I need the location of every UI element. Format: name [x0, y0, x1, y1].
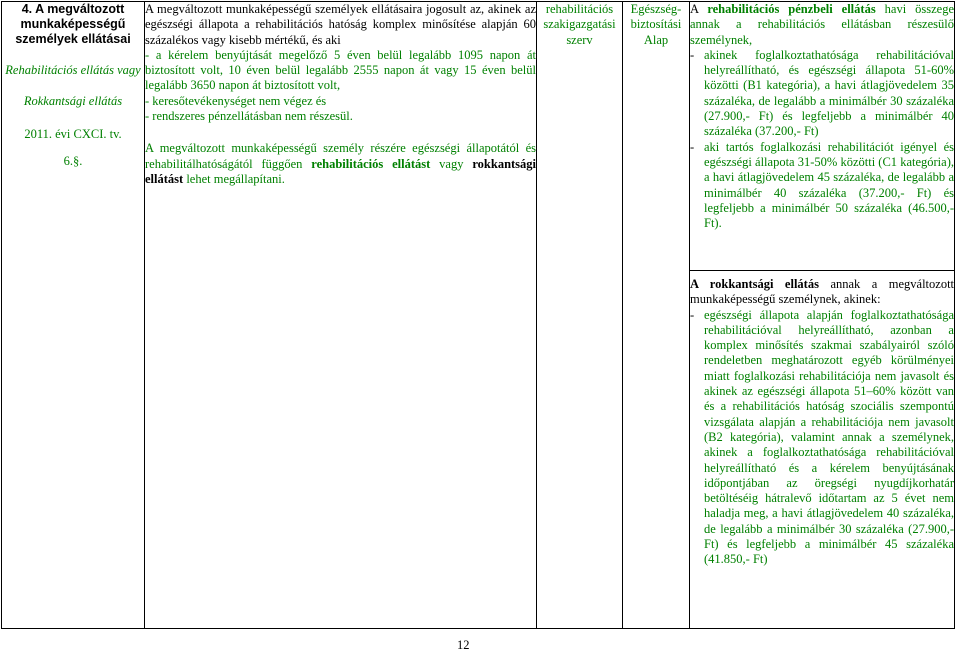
eligibility-cell — [145, 2, 537, 629]
page-number: 12 — [457, 638, 470, 652]
law-reference: 2011. évi CXCI. tv. — [24, 126, 122, 141]
eligibility-intro: A megváltozott munkaképességű személyek ellátásaira jogosult az, akinek az egészségi állapota a rehabilitációs hatóság komplex minősítése alapján 60 százalékos vagy kisebb mértékű, és aki — [145, 2, 536, 47]
disability-b2-amount: egészségi állapota alapján foglalkoztathatósága rehabilitációval helyreállítható, azonban a komplex minősítés szakmai szabályairól szóló rendeletben meghatározott egyéb körülményei miatt foglalkozási rehabilitációja nem javasolt és akinek az egészségi állapota 51–60% között van és a rehabilitációs hatóság szociális szempontú vizsgálata alapján a rehabilitációja nem javasolt (B2 kategória), valamint annak a személynek, akinek a foglalkoztathatósága rehabilitációval helyreállítható és a kérelem benyújtásának időpontjában az öregségi nyugdíjkorhatár betöltéséig hátralevő időtartam az 5 évet nem haladja meg, a havi átlagjövedelem 40 százaléka, de legalább a minimálbér 30 százaléka (27.900,- Ft) és legfeljebb a minimálbér 45 százaléka (41.850,- Ft) — [704, 307, 954, 567]
list-item: - akinek foglalkoztathatósága rehabilitációval helyreállítható, és egészségi állapota 51-60% közötti (B1 kategória), a havi átlagjövedelem 35 százaléka, de legalább a minimálbér 30 százaléka (27.900,- Ft) és legfeljebb a minimálbér 40 százaléka (37.200,- Ft) — [690, 47, 954, 139]
rehab-amount-intro: A rehabilitációs pénzbeli ellátás havi összege annak a rehabilitációs ellátásban részesülő személynek, — [690, 2, 955, 47]
benefit-type-1: Rehabilitációs ellátás vagy — [5, 63, 141, 77]
fund-cell — [623, 2, 690, 629]
rehab-amount-cell — [690, 2, 955, 271]
table-row — [2, 2, 955, 271]
authority-text: rehabilitációs szakigazgatási szerv — [543, 2, 616, 47]
list-item: - aki tartós foglalkozási rehabilitációt igényel és egészségi állapota 31-50% közötti (C1 kategória), a havi átlagjövedelem 45 százaléka, de legalább a minimálbér 40 százaléka (37.200,- Ft) és legfeljebb a minimálbér 50 százaléka (46.500,- Ft). — [690, 139, 954, 231]
benefit-name-cell — [2, 2, 145, 629]
section-title: 4. A megváltozott munkaképességű személyek ellátásai — [15, 2, 131, 46]
benefit-type-2: Rokkantsági ellátás — [23, 94, 123, 109]
requirement-no-employment: - keresőtevékenységet nem végez és — [145, 93, 327, 108]
rehab-c1-amount: aki tartós foglalkozási rehabilitációt igényel és egészségi állapota 31-50% közötti (C1 kategória), a havi átlagjövedelem 45 százaléka, de legalább a minimálbér 40 százaléka (37.200,- Ft) és legfeljebb a minimálbér 50 százaléka (46.500,- Ft). — [704, 139, 954, 231]
disability-amount-cell — [690, 271, 955, 629]
law-section: 6.§. — [63, 153, 83, 168]
benefits-table — [1, 1, 955, 629]
eligibility-requirements — [145, 48, 536, 124]
eligibility-outcome: A megváltozott munkaképességű személy részére egészségi állapotától és rehabilitálhatóságától függően rehabilitációs ellátást vagy rokkantsági ellátást lehet megállapítani. — [145, 141, 537, 186]
list-item: - egészségi állapota alapján foglalkoztathatósága rehabilitációval helyreállítható, azonban a komplex minősítés szakmai szabályairól szóló rendeletben meghatározott egyéb körülményei miatt foglalkozási rehabilitációja nem javasolt és akinek az egészségi állapota 51–60% között van és a rehabilitációs hatóság szociális szempontú vizsgálata alapján a rehabilitációja nem javasolt (B2 kategória), valamint annak a személynek, akinek a foglalkoztathatósága rehabilitációval helyreállítható és a kérelem benyújtásának időpontjában az öregségi nyugdíjkorhatár betöltéséig hátralevő időtartam az 5 évet nem haladja meg, a havi átlagjövedelem 40 százaléka, de legalább a minimálbér 30 százaléka (27.900,- Ft) és legfeljebb a minimálbér 45 százaléka (41.850,- Ft) — [690, 307, 954, 567]
fund-text: Egészség-biztosítási Alap — [630, 2, 682, 47]
disability-amount-intro: A rokkantsági ellátás annak a megváltozott munkaképességű személynek, akinek: — [690, 277, 955, 307]
requirement-insurance: - a kérelem benyújtását megelőző 5 éven belül legalább 1095 napon át biztosított volt, 10 éven belül legalább 2555 napon át vagy 15 éven belül legalább 3650 napon át biztosított volt, — [145, 47, 536, 93]
rehab-b1-amount: akinek foglalkoztathatósága rehabilitációval helyreállítható, és egészségi állapota 51-60% közötti (B1 kategória), a havi átlagjövedelem 35 százaléka, de legalább a minimálbér 30 százaléka (27.900,- Ft) és legfeljebb a minimálbér 40 százaléka (37.200,- Ft) — [704, 47, 954, 139]
authority-cell — [537, 2, 623, 629]
requirement-no-benefit: - rendszeres pénzellátásban nem részesül. — [145, 109, 353, 124]
